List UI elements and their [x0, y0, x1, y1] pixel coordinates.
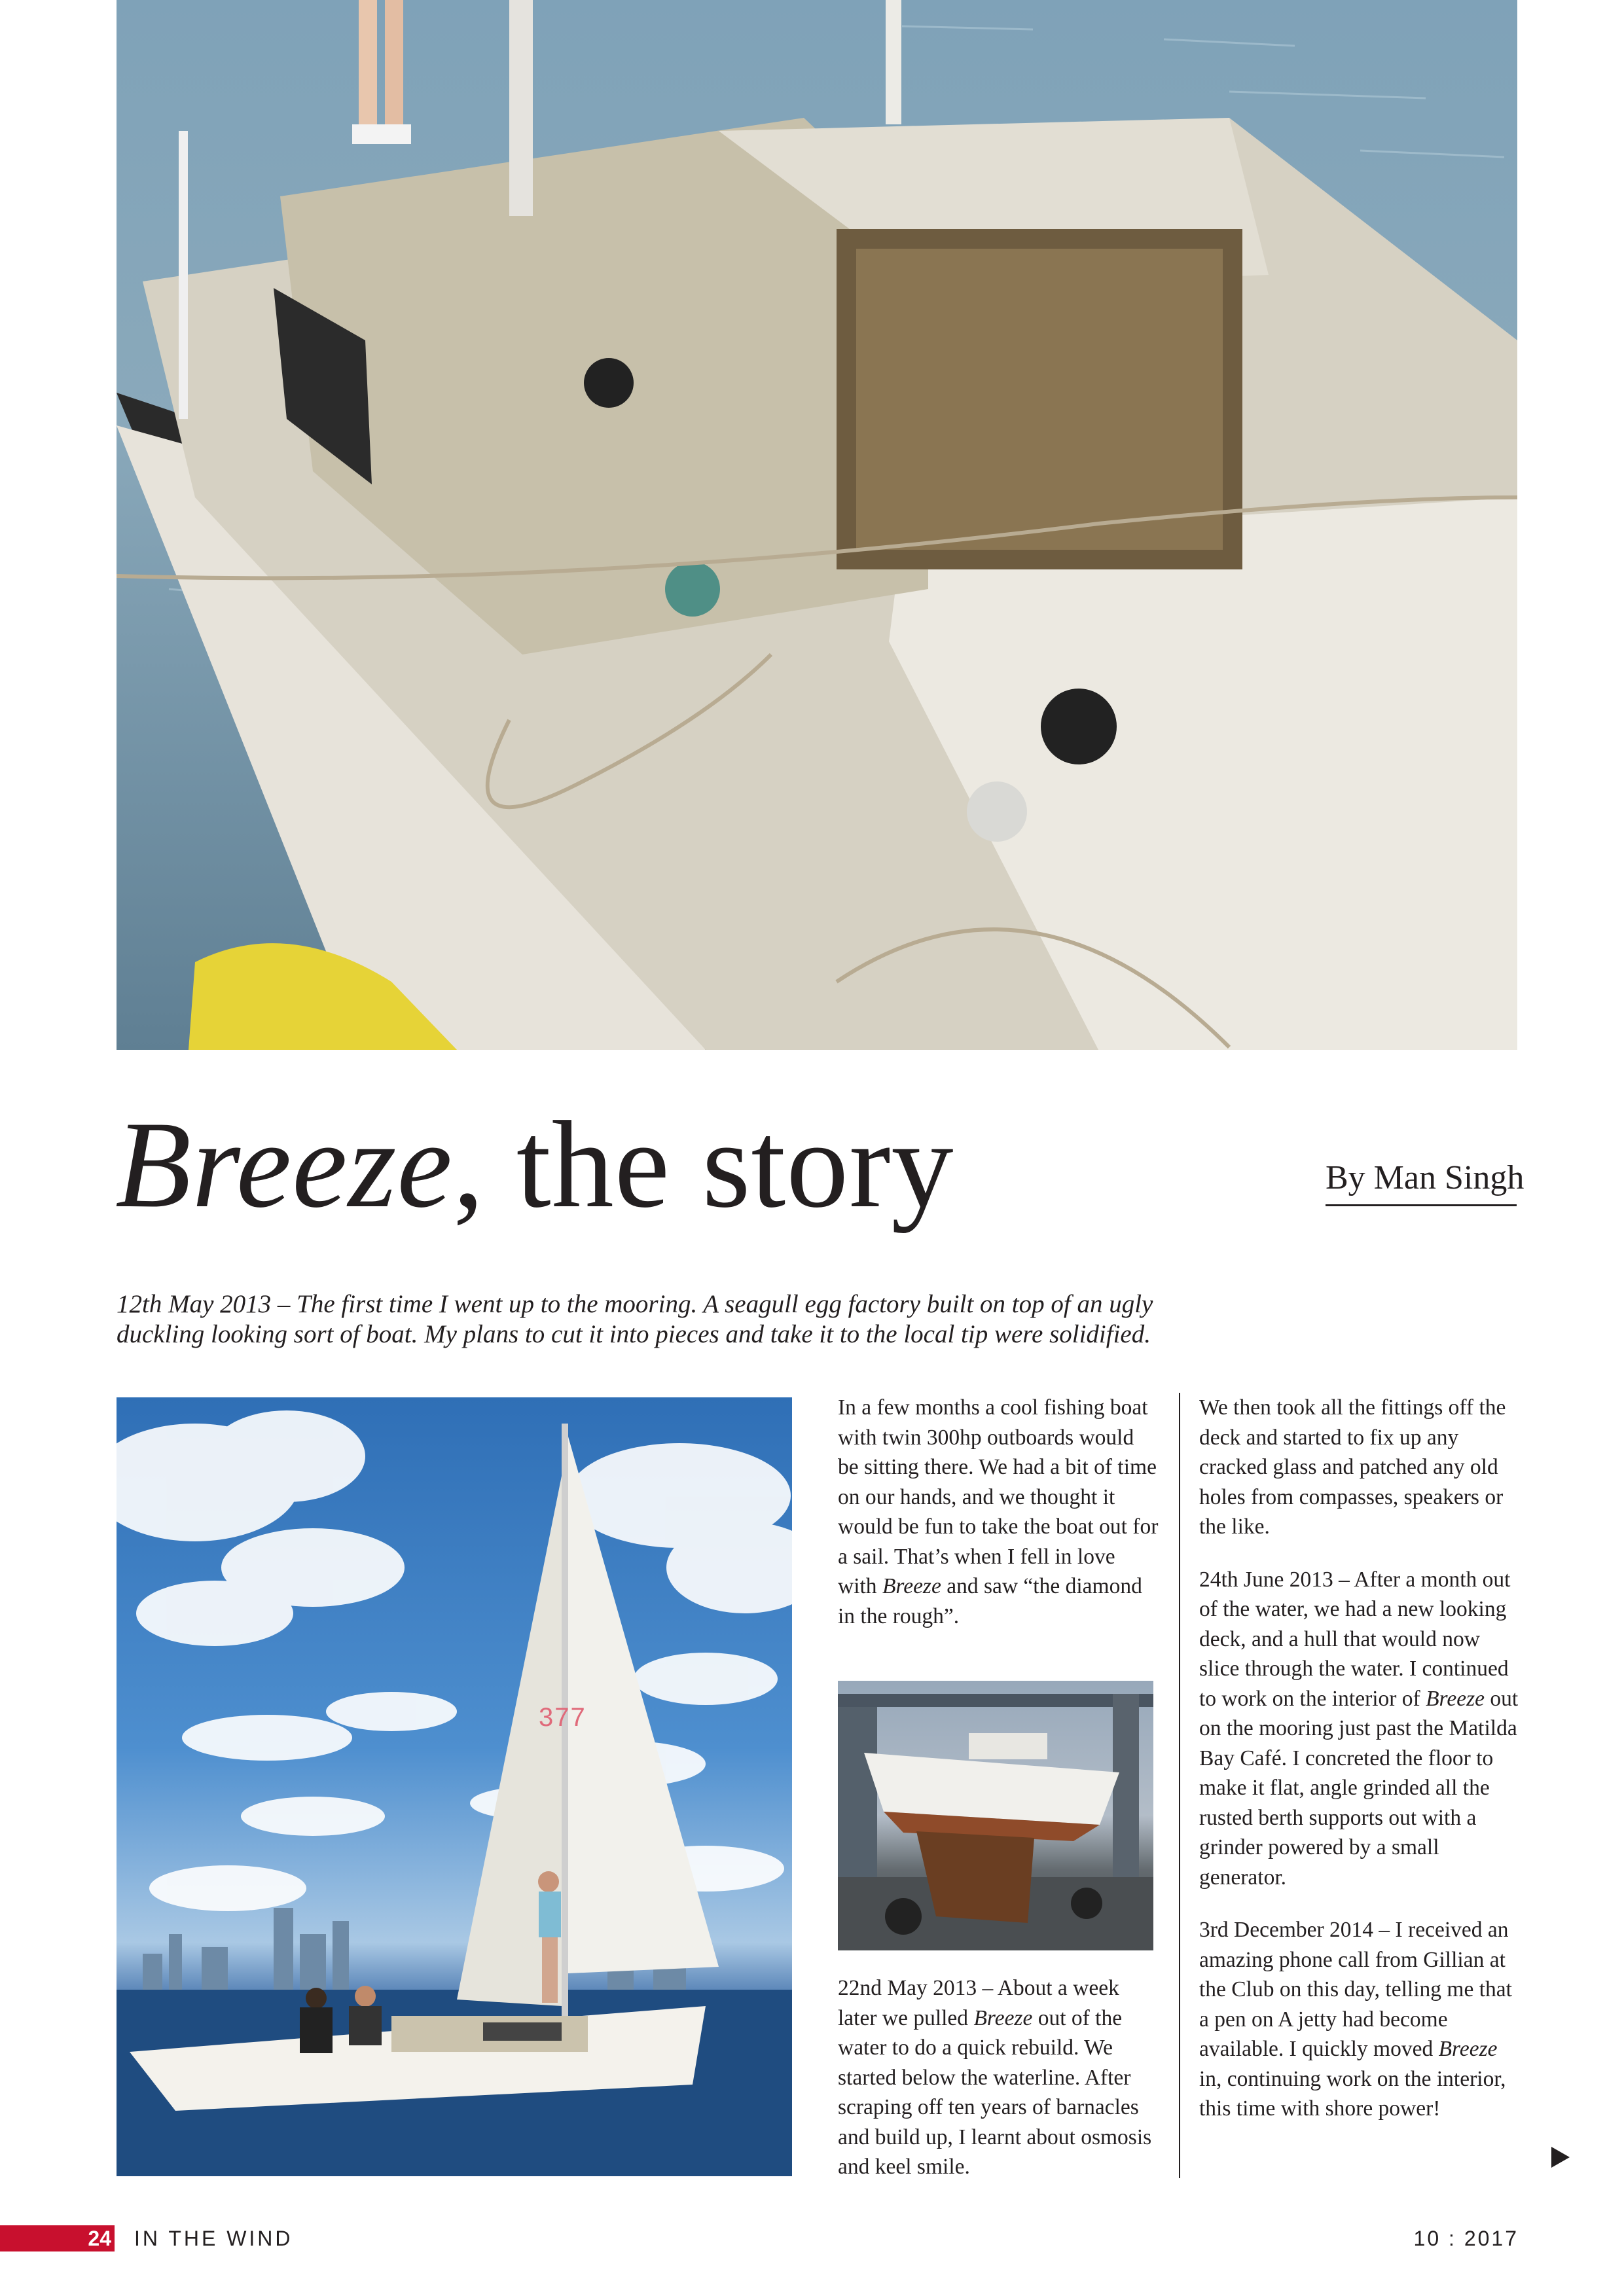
sail-number: 377	[539, 1703, 586, 1732]
hull-out-of-water-photo	[838, 1681, 1153, 1950]
boat-name: Breeze	[882, 1574, 941, 1598]
article-title-italic: Breeze	[115, 1096, 453, 1234]
issue-date: 10 : 2017	[1413, 2227, 1519, 2250]
text-run: out of the water to do a quick rebuild. We started below the waterline. After scraping off ten years of barnacles and build up, I learnt about osmosis and keel smile.	[838, 2005, 1152, 2179]
article-title-rest: , the story	[452, 1096, 954, 1234]
hero-photo-boat-deck	[117, 0, 1517, 1050]
page-number: 24	[88, 2227, 111, 2250]
triangle-right-icon	[1551, 2147, 1570, 2168]
text-run: out on the mooring just past the Matilda Bay Café. I concreted the floor to make it flat, angle grinded all the rusted berth supports out with a grinder powered by a small generator.	[1199, 1686, 1519, 1890]
text-run: and saw “the diamond in the rough”.	[838, 1574, 1142, 1628]
paragraph-22nd-may	[838, 1973, 1159, 2182]
column-divider	[1179, 1393, 1180, 2178]
boat-name: Breeze	[1426, 1686, 1485, 1711]
paragraph-fittings: We then took all the fittings off the deck and started to fix up any cracked glass and patched any old holes from compasses, speakers or the like.	[1199, 1395, 1506, 1539]
sailing-photo	[117, 1397, 792, 2176]
column-right	[1199, 1393, 1520, 2147]
article-byline: By Man Singh	[1326, 1152, 1517, 1206]
boat-name: Breeze	[1438, 2037, 1498, 2061]
magazine-name: IN THE WIND	[134, 2227, 293, 2250]
article-intro: 12th May 2013 – The first time I went up to the mooring. A seagull egg factory built on top of an ugly duckling looking sort of boat. My plans to cut it into pieces and take it to the local tip were solidified.	[117, 1290, 1153, 1348]
text-run: 3rd December 2014 – I received an amazing phone call from Gillian at the Club on this day, telling me that a pen on A jetty had become available. I quickly moved	[1199, 1918, 1512, 2061]
text-run: 22nd May 2013 – About a week later we pulled	[838, 1976, 1119, 2030]
paragraph-fishing-boat	[838, 1393, 1159, 1631]
text-run: in, continuing work on the interior, this time with shore power!	[1199, 2066, 1506, 2121]
boat-name: Breeze	[973, 2005, 1033, 2030]
column-middle-top	[838, 1393, 1159, 1654]
text-run: In a few months a cool fishing boat with twin 300hp outboards would be sitting there. We had a bit of time on our hands, and we thought it would be fun to take the boat out for a sail. That’s when I fell in love with	[838, 1395, 1159, 1598]
paragraph-24th-june	[1199, 1565, 1520, 1893]
article-title	[115, 1090, 1097, 1240]
column-middle-bottom	[838, 1973, 1159, 2205]
text-run: 24th June 2013 – After a month out of the water, we had a new looking deck, and a hull that would now slice through the water. I continued to work on the interior of	[1199, 1567, 1511, 1711]
paragraph-3rd-december	[1199, 1915, 1520, 2124]
